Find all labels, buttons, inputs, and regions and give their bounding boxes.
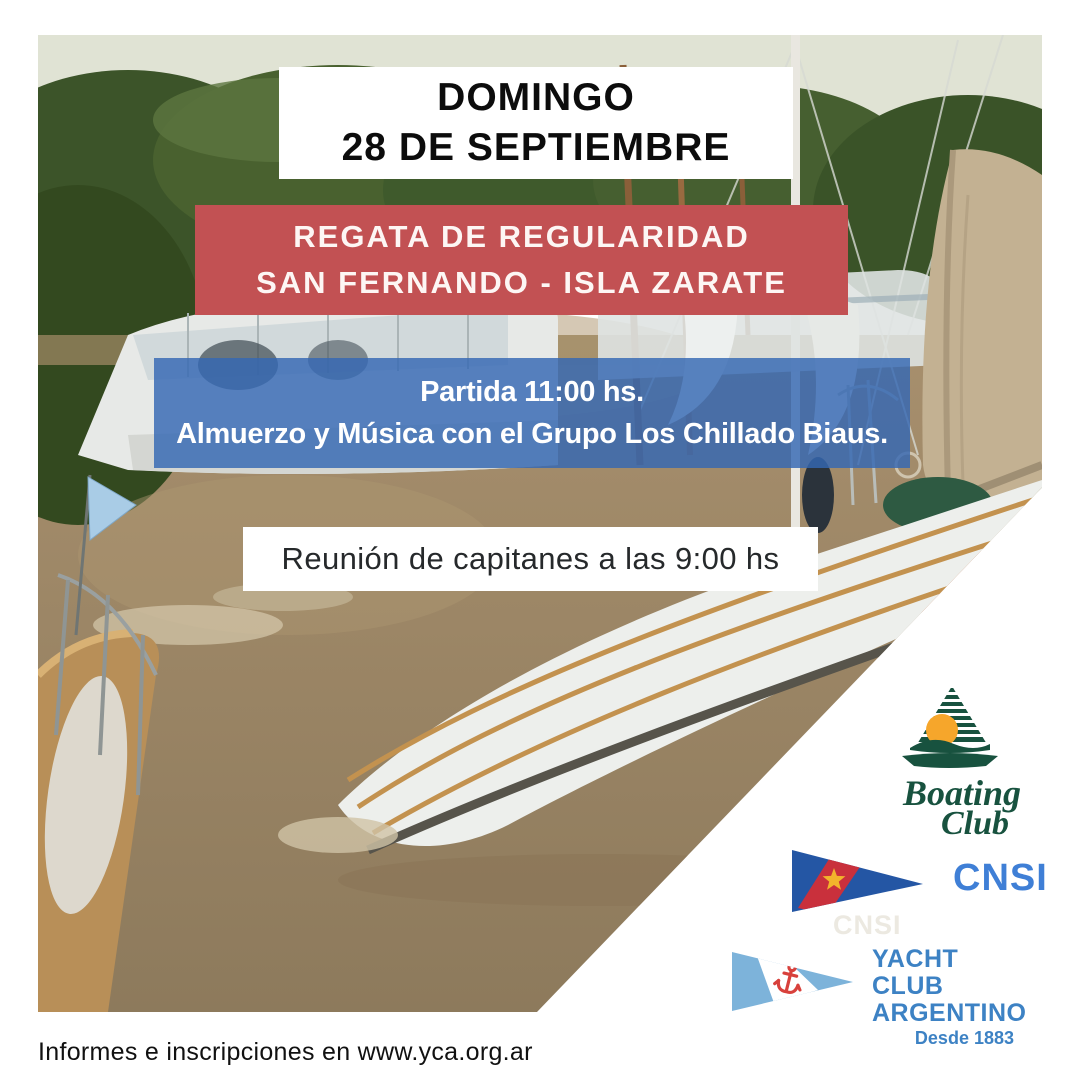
captains-meeting-banner xyxy=(243,527,818,591)
cnsi-pennant-icon xyxy=(792,850,923,912)
date-banner xyxy=(279,67,793,179)
yca-name-line2: ARGENTINO xyxy=(872,999,1027,1027)
registration-info-text: Informes e inscripciones en www.yca.org.ar xyxy=(38,1038,533,1066)
event-route: SAN FERNANDO - ISLA ZARATE xyxy=(256,265,787,300)
details-banner xyxy=(154,358,910,468)
lunch-music-note: Almuerzo y Música con el Grupo Los Chillado Biaus. xyxy=(176,418,888,450)
yca-pennant-icon xyxy=(732,950,853,1013)
cnsi-name: CNSI xyxy=(953,857,1048,899)
boating-club-name-line2: Club xyxy=(940,805,1010,842)
boating-club-name-line1: Boating xyxy=(902,773,1022,813)
departure-time: Partida 11:00 hs. xyxy=(420,376,644,408)
date-line2: 28 DE SEPTIEMBRE xyxy=(341,126,731,169)
boating-club-logo xyxy=(878,686,1046,842)
event-name: REGATA DE REGULARIDAD xyxy=(293,219,750,254)
cnsi-watermark-text: CNSI xyxy=(833,910,902,940)
date-line1: DOMINGO xyxy=(437,76,635,119)
captains-meeting-text: Reunión de capitanes a las 9:00 hs xyxy=(281,541,780,576)
event-banner xyxy=(195,205,848,315)
boating-club-emblem-icon xyxy=(898,686,1002,770)
yca-tagline: Desde 1883 xyxy=(914,1028,1014,1048)
yca-name-line1: YACHT CLUB xyxy=(872,945,959,1000)
yca-name-block xyxy=(872,945,1027,1049)
